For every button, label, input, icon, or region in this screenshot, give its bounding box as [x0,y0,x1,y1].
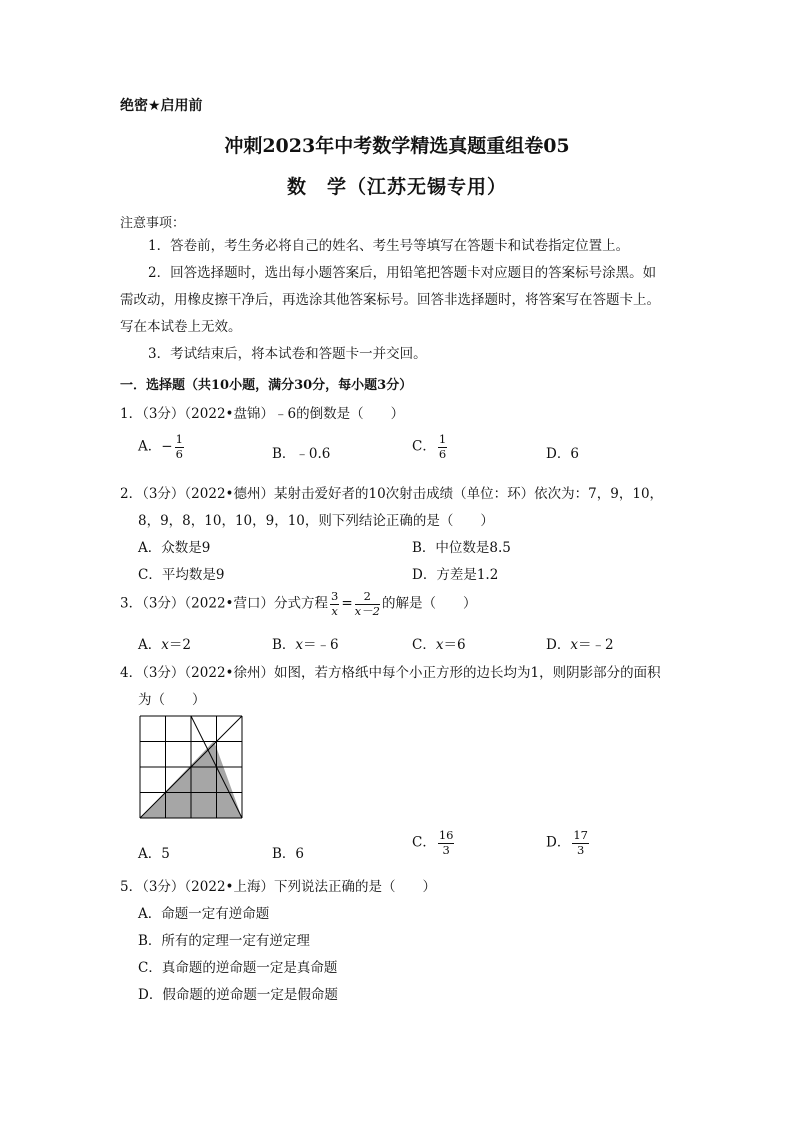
q5-option-a: A．命题一定有逆命题 [138,906,270,922]
q4-stem-line-1: 4．（3分）（2022•徐州）如图，若方格纸中每个小正方形的边长均为1，则阴影部分的面积 [120,665,661,681]
q1-option-d: D．6 [546,446,579,462]
q3-b-val: ＝﹣6 [303,637,339,653]
q4-c-label: C． [412,834,436,851]
exam-title: 冲刺2023年中考数学精选真题重组卷05 [224,135,570,157]
exam-subtitle: 数 学（江苏无锡专用） [286,176,507,198]
q2-option-a: A．众数是9 [138,540,211,556]
section-title: 一．选择题（共10小题，满分30分，每小题3分） [120,378,413,393]
q4-d-fraction [572,830,589,856]
q1-c-numerator: 1 [438,432,447,446]
q4-c-numerator: 16 [438,828,454,842]
q3-f2-numerator: 2 [355,591,380,605]
q3-a-label: A． [138,637,162,653]
q4-stem-line-2: 为（ ） [138,692,206,708]
q4-d-numerator: 17 [573,828,588,842]
q2-option-c: C．平均数是9 [138,567,225,583]
q1-c-denominator: 6 [438,446,447,461]
confidential-label: 绝密★启用前 [120,98,203,114]
q3-option-d [546,633,614,653]
q1-a-fraction [175,434,184,460]
note-3: 3．考试结束后，将本试卷和答题卡一并交回。 [148,346,427,362]
q1-a-label: A． [138,438,162,455]
note-2-line-2: 需改动，用橡皮擦干净后，再选涂其他答案标号。回答非选择题时，将答案写在答题卡上。 [120,292,660,308]
q3-b-var: x [295,637,304,653]
q3-stem-pre: 3．（3分）（2022•营口）分式方程 [120,595,328,612]
q4-option-d [546,830,591,856]
q1-stem: 1．（3分）（2022•盘锦）﹣6的倒数是（ ） [120,406,405,422]
q1-option-c [412,434,449,460]
q3-d-label: D． [546,637,571,653]
q3-d-var: x [570,637,578,653]
q2-stem-line-2: 8，9，8，10，10，9，10，则下列结论正确的是（ ） [138,513,494,529]
q3-stem [120,591,476,617]
q3-stem-post: 的解是（ ） [381,595,477,612]
q4-option-a: A．5 [138,846,170,862]
q2-stem-line-1: 2．（3分）（2022•德州）某射击爱好者的10次射击成绩（单位：环）依次为：7，9，10， [120,486,664,502]
q4-grid-figure [138,714,244,820]
q1-c-label: C． [412,438,436,455]
notes-heading: 注意事项： [120,216,186,231]
q3-a-var: x [161,637,169,653]
q2-option-b: B．中位数是8.5 [412,540,511,556]
q3-a-val: ＝2 [168,637,191,653]
q3-c-var: x [435,637,444,653]
q3-fraction-1 [330,591,339,617]
q3-f1-numerator: 3 [331,589,339,603]
q3-option-a [138,633,191,653]
q1-option-a [138,434,186,460]
note-2-line-3: 写在本试卷上无效。 [120,319,242,335]
q3-c-val: ＝6 [443,637,466,653]
q3-equals: = [341,595,353,612]
q3-option-b [272,633,339,653]
q3-c-label: C． [412,637,436,653]
q1-c-fraction [438,434,447,460]
q1-a-sign: − [161,438,173,455]
q5-stem: 5．（3分）（2022•上海）下列说法正确的是（ ） [120,879,436,895]
q2-option-d: D．方差是1.2 [412,567,499,583]
q4-option-b: B．6 [272,846,305,862]
q3-option-c [412,633,466,653]
q3-f1-denominator: x [331,603,338,618]
q4-d-denominator: 3 [576,842,585,857]
q1-a-numerator: 1 [175,432,183,446]
q3-fraction-2 [355,591,380,617]
q3-f2-denominator: x－2 [354,603,380,618]
q4-c-fraction [438,830,455,856]
q1-a-denominator: 6 [175,446,183,461]
q4-option-c [412,830,456,856]
note-1: 1．答卷前，考生务必将自己的姓名、考生号等填写在答题卡和试卷指定位置上。 [148,238,630,254]
q5-option-c: C．真命题的逆命题一定是真命题 [138,960,338,976]
q4-c-denominator: 3 [442,842,450,857]
note-2-line-1: 2．回答选择题时，选出每小题答案后，用铅笔把答题卡对应题目的答案标号涂黑。如 [148,265,657,281]
q4-d-label: D． [546,834,571,851]
q1-option-b: B．﹣0.6 [272,446,331,462]
q5-option-b: B．所有的定理一定有逆定理 [138,933,310,949]
q3-b-label: B． [272,637,296,653]
q3-d-val: ＝﹣2 [577,637,614,653]
q5-option-d: D．假命题的逆命题一定是假命题 [138,987,338,1003]
